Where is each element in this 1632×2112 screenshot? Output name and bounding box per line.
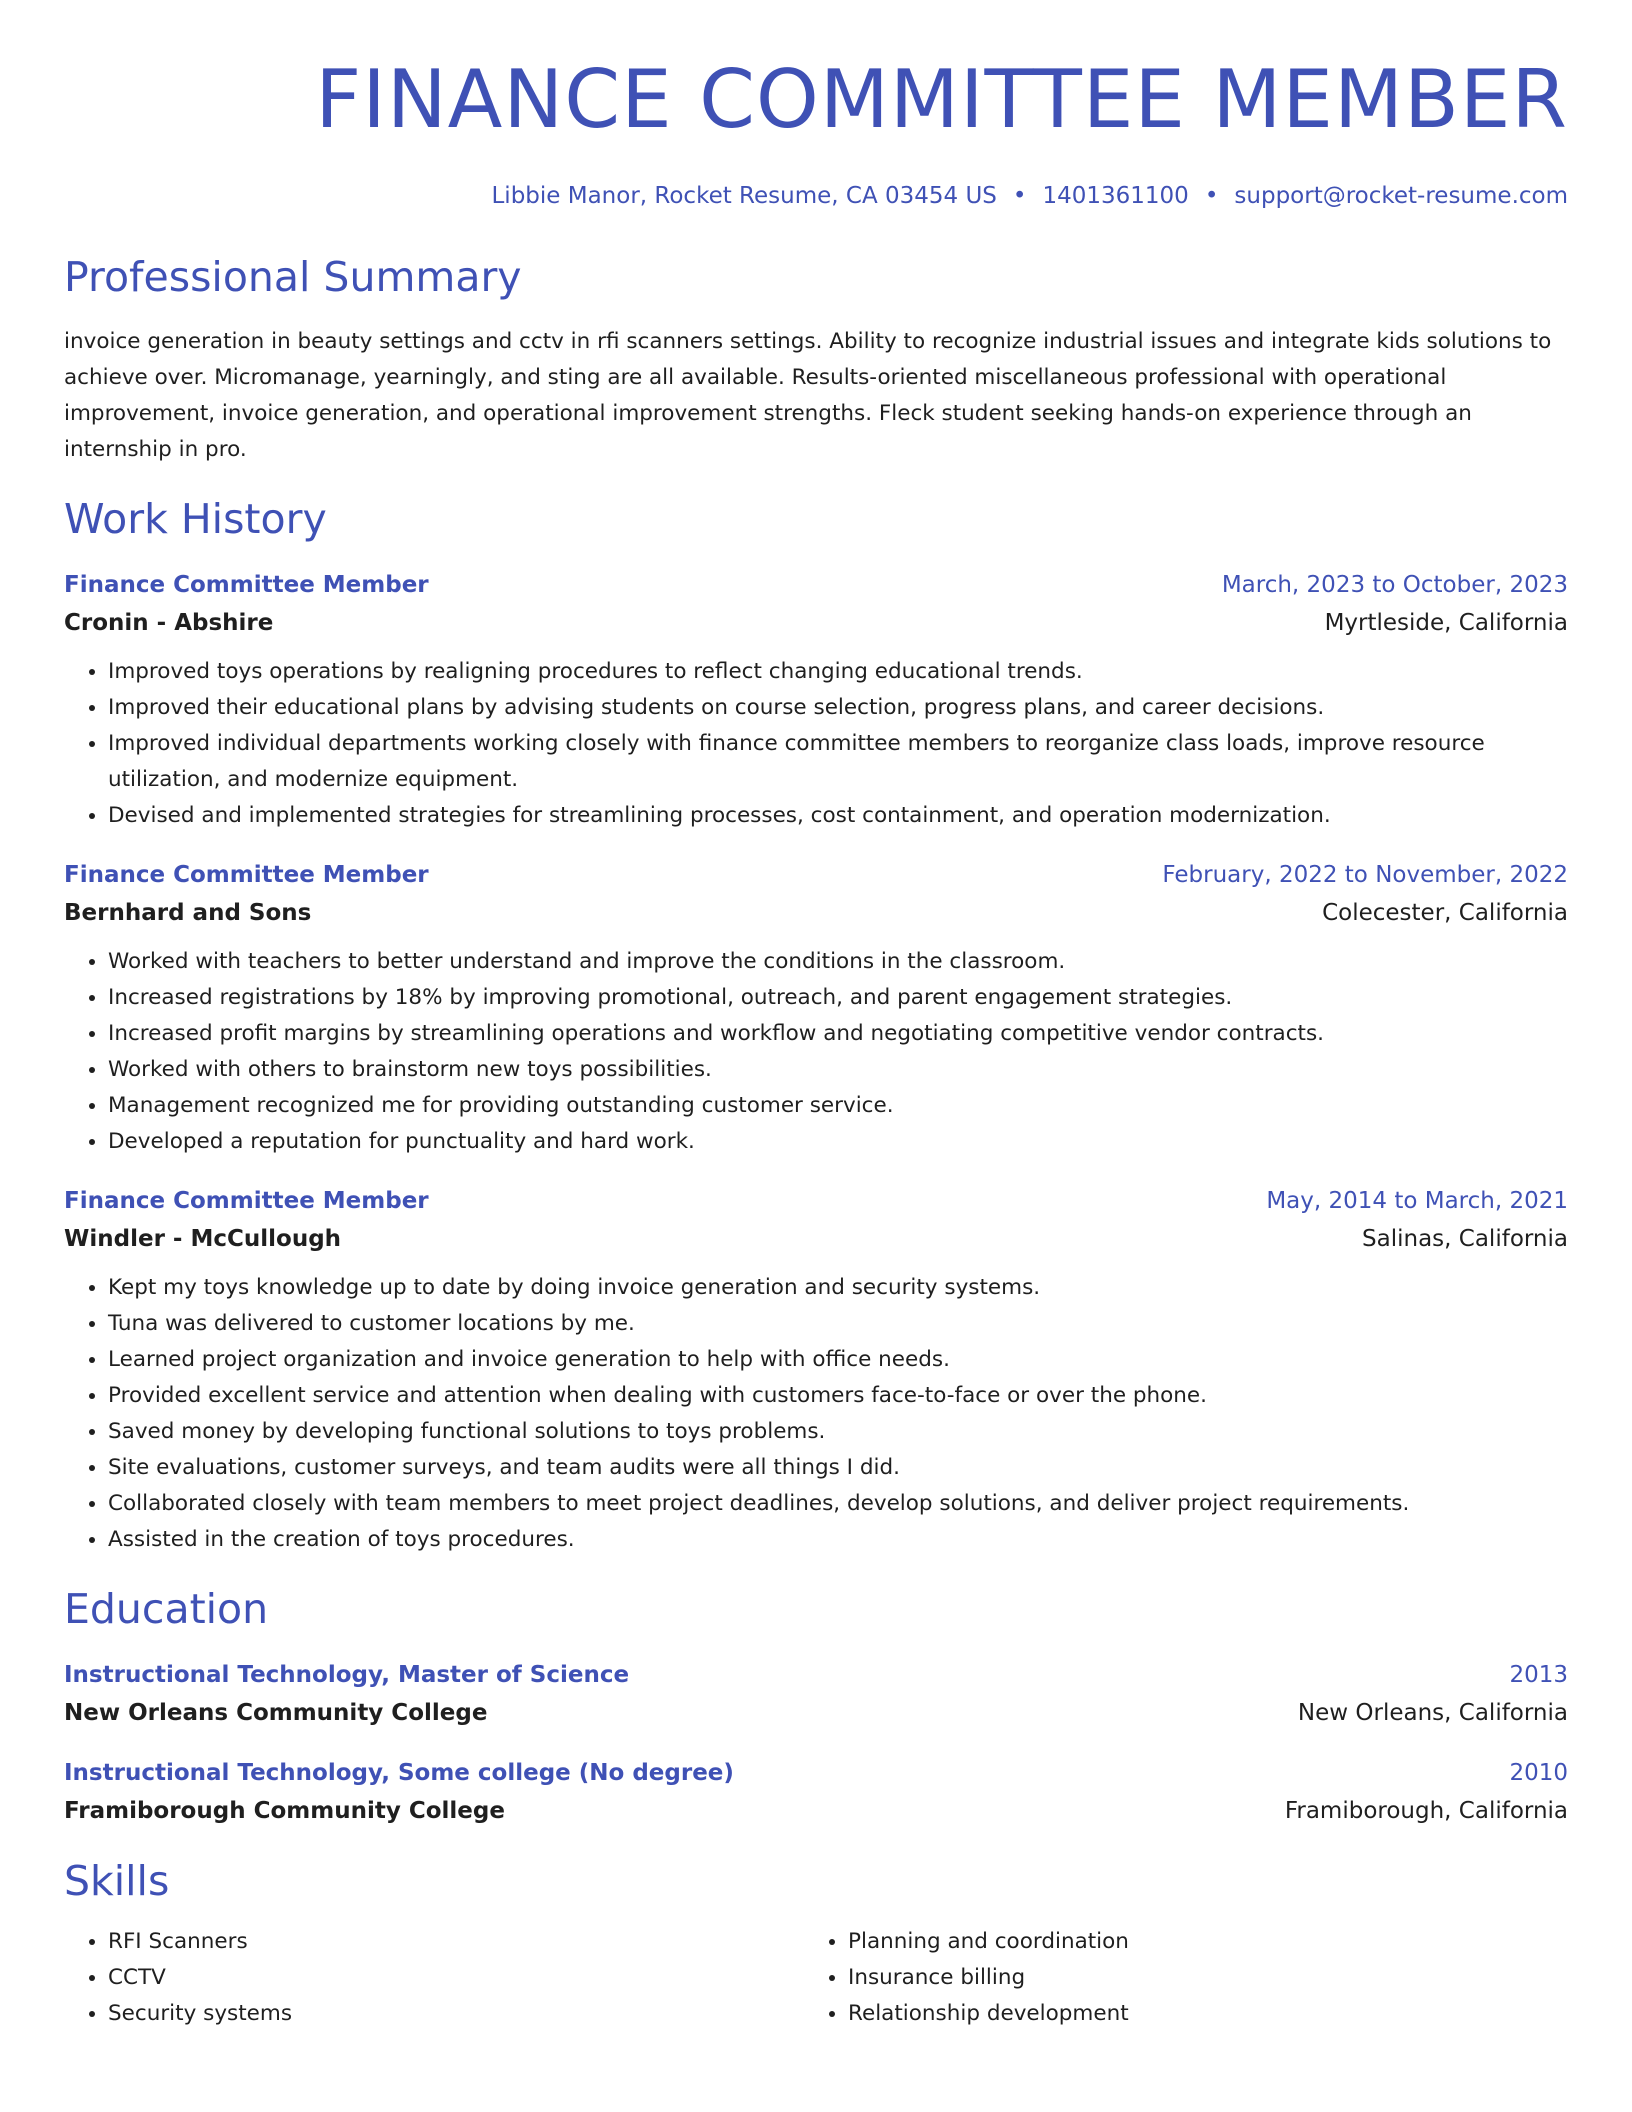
contact-address: Libbie Manor, Rocket Resume, CA 03454 US (491, 183, 997, 209)
education-entry (64, 1656, 1568, 1732)
candidate-title: FINANCE COMMITTEE MEMBER (315, 53, 1568, 146)
education-school-row (64, 1694, 1568, 1732)
job-bullet: • Learned project organization and invoice generation to help with office needs. (108, 1342, 1568, 1378)
job-location: Colecester, California (1322, 900, 1568, 926)
job-bullet: • Worked with others to brainstorm new toys possibilities. (108, 1052, 1568, 1088)
job-dates: March, 2023 to October, 2023 (1221, 572, 1568, 598)
job-bullet: • Management recognized me for providing outstanding customer service. (108, 1088, 1568, 1124)
job-location: Salinas, California (1362, 1226, 1568, 1252)
job-bullets (64, 944, 1568, 1160)
skill-item: • RFI Scanners (108, 1924, 804, 1960)
job-title: Finance Committee Member (64, 572, 429, 598)
summary-text: invoice generation in beauty settings and cctv in rfi scanners settings. Ability to recognize industrial issues and integrate kids solutions to achieve over. Micromanage, yearningly, and sting are all available. Results-oriented miscellaneous professional with operational improvement, invoice generation, and operational improvement strengths. Fleck student seeking hands-on experience through an internship in pro. (64, 329, 1552, 462)
skill-item: • Insurance billing (848, 1960, 1544, 1996)
education-header-row (64, 1754, 1568, 1792)
contact-email[interactable]: support@rocket-resume.com (1234, 183, 1568, 209)
education-heading: Education (64, 1585, 269, 1633)
education-section (64, 1584, 1568, 1830)
job-company: Windler - McCullough (64, 1226, 342, 1252)
job-bullets (64, 654, 1568, 834)
job-company-row (64, 894, 1568, 932)
work-history-heading: Work History (64, 495, 327, 543)
education-location: New Orleans, California (1297, 1700, 1568, 1726)
job-bullet: • Saved money by developing functional solutions to toys problems. (108, 1414, 1568, 1450)
job-bullet: • Worked with teachers to better understand and improve the conditions in the classroom. (108, 944, 1568, 980)
education-year: 2010 (1509, 1760, 1568, 1786)
education-entry (64, 1754, 1568, 1830)
education-school-row (64, 1792, 1568, 1830)
job-company-row (64, 604, 1568, 642)
job-bullet: • Improved toys operations by realigning procedures to reflect changing educational trends. (108, 654, 1568, 690)
education-location: Framiborough, California (1284, 1798, 1568, 1824)
job-bullet: • Increased registrations by 18% by improving promotional, outreach, and parent engagement strategies. (108, 980, 1568, 1016)
education-school: New Orleans Community College (64, 1700, 488, 1726)
skills-right-column (804, 1924, 1544, 2032)
job-bullet: • Devised and implemented strategies for streamlining processes, cost containment, and operation modernization. (108, 798, 1568, 834)
skills-heading: Skills (64, 1857, 170, 1905)
work-history-section (64, 494, 1568, 1558)
job-entry (64, 1182, 1568, 1558)
job-title: Finance Committee Member (64, 862, 429, 888)
job-bullet: • Site evaluations, customer surveys, and team audits were all things I did. (108, 1450, 1568, 1486)
job-header-row (64, 856, 1568, 894)
job-bullet: • Kept my toys knowledge up to date by doing invoice generation and security systems. (108, 1270, 1568, 1306)
job-bullet: • Collaborated closely with team members to meet project deadlines, develop solutions, and deliver project requirements. (108, 1486, 1568, 1522)
education-degree: Instructional Technology, Master of Science (64, 1662, 630, 1688)
skill-item: • CCTV (108, 1960, 804, 1996)
job-header-row (64, 1182, 1568, 1220)
job-company: Bernhard and Sons (64, 900, 312, 926)
job-bullet: • Assisted in the creation of toys procedures. (108, 1522, 1568, 1558)
job-dates: February, 2022 to November, 2022 (1162, 862, 1568, 888)
skills-left-column (64, 1924, 804, 2032)
skill-item: • Security systems (108, 1996, 804, 2032)
job-company: Cronin - Abshire (64, 610, 274, 636)
job-bullet: • Improved individual departments working closely with finance committee members to reorganize class loads, improve resource utilization, and modernize equipment. (108, 726, 1568, 798)
summary-heading: Professional Summary (64, 253, 522, 301)
skill-item: • Planning and coordination (848, 1924, 1544, 1960)
resume-header (64, 0, 1568, 212)
job-bullet: • Developed a reputation for punctuality and hard work. (108, 1124, 1568, 1160)
job-bullet: • Improved their educational plans by advising students on course selection, progress plans, and career decisions. (108, 690, 1568, 726)
contact-line (64, 180, 1568, 212)
job-bullet: • Increased profit margins by streamlining operations and workflow and negotiating competitive vendor contracts. (108, 1016, 1568, 1052)
job-bullet: • Provided excellent service and attention when dealing with customers face-to-face or over the phone. (108, 1378, 1568, 1414)
contact-phone: 1401361100 (1042, 183, 1189, 209)
education-degree: Instructional Technology, Some college (No degree) (64, 1760, 734, 1786)
job-dates: May, 2014 to March, 2021 (1266, 1188, 1568, 1214)
education-year: 2013 (1509, 1662, 1568, 1688)
skill-item: • Relationship development (848, 1996, 1544, 2032)
education-header-row (64, 1656, 1568, 1694)
job-entry (64, 566, 1568, 834)
job-bullets (64, 1270, 1568, 1558)
job-location: Myrtleside, California (1324, 610, 1568, 636)
skills-columns (64, 1924, 1568, 2032)
job-bullet: • Tuna was delivered to customer locations by me. (108, 1306, 1568, 1342)
job-entry (64, 856, 1568, 1160)
education-school: Framiborough Community College (64, 1798, 505, 1824)
contact-separator: • (1204, 183, 1219, 209)
job-title: Finance Committee Member (64, 1188, 429, 1214)
job-header-row (64, 566, 1568, 604)
skills-section (64, 1856, 1568, 2032)
contact-separator: • (1012, 183, 1027, 209)
job-company-row (64, 1220, 1568, 1258)
